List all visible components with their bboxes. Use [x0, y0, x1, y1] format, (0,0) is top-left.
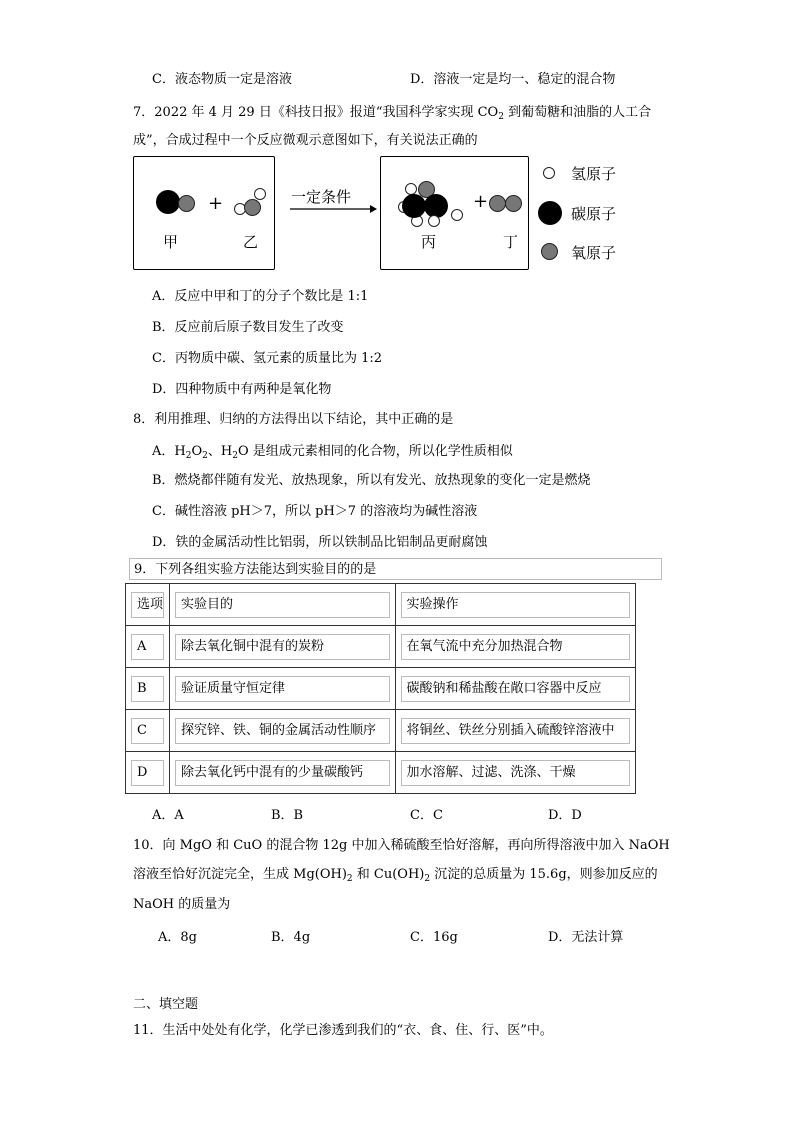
- q8-option-d: D．铁的金属活动性比铝弱，所以铁制品比铝制品更耐腐蚀: [152, 535, 488, 550]
- products-box: [380, 156, 529, 270]
- carbon-atom: [156, 190, 180, 214]
- q10-option-d: D．无法计算: [548, 930, 624, 945]
- q10-option-a: A．8g: [158, 930, 197, 945]
- q10-part: 和 Cu(OH): [352, 867, 425, 882]
- cell-option: B: [131, 676, 164, 702]
- q10-part: 溶液至恰好沉淀完全，生成 Mg(OH): [133, 867, 347, 882]
- q10-stem-line3: NaOH 的质量为: [133, 897, 231, 912]
- q9-option-d: D．D: [548, 808, 582, 823]
- cell-operation: 加水溶解、过滤、洗涤、干燥: [401, 760, 630, 786]
- plus-sign: +: [473, 191, 489, 212]
- q8-a-sub: 2: [232, 451, 238, 461]
- q7-stem-line1: [133, 101, 651, 122]
- table-cell: [395, 710, 635, 752]
- table-header-cell: [170, 584, 396, 626]
- q7-option-d: D．四种物质中有两种是氧化物: [152, 382, 332, 397]
- table-cell: [126, 710, 170, 752]
- header-option: 选项: [131, 592, 164, 618]
- table-cell: [126, 626, 170, 668]
- q8-option-b: B．燃烧都伴随有发光、放热现象，所以有发光、放热现象的变化一定是燃烧: [152, 473, 591, 488]
- q8-a-sub: 2: [185, 451, 192, 461]
- label-jia: 甲: [163, 233, 179, 251]
- reaction-condition: 一定条件: [291, 188, 352, 206]
- oxygen-atom: [244, 199, 261, 216]
- hydrogen-atom: [254, 188, 266, 200]
- q8-option-a: [152, 440, 513, 461]
- cell-operation: 在氧气流中充分加热混合物: [401, 634, 630, 660]
- table-row: [126, 710, 636, 752]
- q10-sub: 2: [424, 874, 431, 884]
- header-operation: 实验操作: [401, 592, 630, 618]
- label-ding: 丁: [503, 233, 519, 251]
- legend-hydrogen: 氢原子: [571, 165, 617, 183]
- label-yi: 乙: [243, 233, 259, 251]
- q7-stem-line2: 成”，合成过程中一个反应微观示意图如下，有关说法正确的: [133, 133, 478, 148]
- q6-option-c: C．液态物质一定是溶液: [152, 72, 292, 87]
- legend-oxygen: 氧原子: [571, 244, 617, 262]
- q9-stem: 9．下列各组实验方法能达到实验目的的是: [129, 558, 662, 580]
- table-cell: [170, 710, 396, 752]
- table-header-row: [126, 584, 636, 626]
- q8-a-part: A．H: [152, 444, 186, 459]
- q10-part: 沉淀的总质量为 15.6g，则参加反应的: [430, 867, 658, 882]
- q8-a-part: 、H: [207, 444, 233, 459]
- header-purpose: 实验目的: [175, 592, 390, 618]
- q9-option-b: B．B: [271, 808, 304, 823]
- q6-option-d: D．溶液一定是均一、稳定的混合物: [410, 72, 616, 87]
- oxygen-legend-icon: [541, 243, 558, 260]
- cell-purpose: 验证质量守恒定律: [175, 676, 390, 702]
- legend-carbon: 碳原子: [571, 205, 617, 223]
- table-cell: [170, 752, 396, 794]
- q7-option-a: A．反应中甲和丁的分子个数比是 1:1: [152, 289, 369, 304]
- q7-option-c: C．丙物质中碳、氢元素的质量比为 1:2: [152, 351, 383, 366]
- q9-table: [125, 583, 636, 794]
- cell-purpose: 除去氧化铜中混有的炭粉: [175, 634, 390, 660]
- q7-stem-part: 7．2022 年 4 月 29 日《科技日报》报道“我国科学家实现 CO: [133, 105, 499, 120]
- table-cell: [126, 668, 170, 710]
- carbon-legend-icon: [538, 201, 562, 225]
- cell-operation: 碳酸钠和稀盐酸在敞口容器中反应: [401, 676, 630, 702]
- table-row: [126, 668, 636, 710]
- plus-sign: +: [208, 193, 224, 214]
- cell-purpose: 探究锌、铁、铜的金属活动性顺序: [175, 718, 390, 744]
- table-row: [126, 626, 636, 668]
- table-header-cell: [126, 584, 170, 626]
- cell-option: D: [131, 760, 164, 786]
- q8-stem: 8．利用推理、归纳的方法得出以下结论，其中正确的是: [133, 412, 454, 427]
- q10-option-c: C．16g: [410, 930, 458, 945]
- q8-a-part: O 是组成元素相同的化合物，所以化学性质相似: [237, 444, 513, 459]
- q10-stem-line2: [133, 863, 658, 884]
- q10-stem-line1: 10．向 MgO 和 CuO 的混合物 12g 中加入稀硫酸至恰好溶解，再向所得溶液中加入 NaOH: [133, 838, 670, 853]
- q7-stem-sub: 2: [498, 112, 504, 122]
- table-cell: [170, 668, 396, 710]
- label-bing: 丙: [421, 233, 437, 251]
- table-cell: [395, 752, 635, 794]
- oxygen-atom: [489, 195, 506, 212]
- q8-a-sub: 2: [202, 451, 208, 461]
- q9-option-a: A．A: [152, 808, 184, 823]
- reaction-arrow-icon: [288, 203, 378, 215]
- cell-option: C: [131, 718, 164, 744]
- hydrogen-atom: [428, 215, 440, 227]
- table-cell: [126, 752, 170, 794]
- oxygen-atom: [505, 195, 522, 212]
- cell-option: A: [131, 634, 164, 660]
- hydrogen-atom: [451, 209, 463, 221]
- q8-a-part: O: [191, 444, 203, 459]
- table-cell: [395, 668, 635, 710]
- cell-purpose: 除去氧化钙中混有的少量碳酸钙: [175, 760, 390, 786]
- q10-sub: 2: [346, 874, 353, 884]
- hydrogen-legend-icon: [543, 167, 555, 179]
- q11-stem: 11．生活中处处有化学，化学已渗透到我们的“衣、食、住、行、医”中。: [133, 1023, 553, 1038]
- oxygen-atom: [178, 195, 195, 212]
- section-title: 二、填空题: [133, 997, 199, 1012]
- table-row: [126, 752, 636, 794]
- q9-option-c: C．C: [410, 808, 443, 823]
- reactants-box: [133, 156, 275, 270]
- table-cell: [170, 626, 396, 668]
- table-cell: [395, 626, 635, 668]
- table-header-cell: [395, 584, 635, 626]
- cell-operation: 将铜丝、铁丝分别插入硫酸锌溶液中: [401, 718, 630, 744]
- q7-option-b: B．反应前后原子数目发生了改变: [152, 320, 344, 335]
- carbon-atom: [402, 194, 426, 218]
- q8-option-c: C．碱性溶液 pH＞7，所以 pH＞7 的溶液均为碱性溶液: [152, 504, 478, 519]
- q10-option-b: B．4g: [271, 930, 311, 945]
- q7-stem-part: 到葡萄糖和油脂的人工合: [503, 105, 652, 120]
